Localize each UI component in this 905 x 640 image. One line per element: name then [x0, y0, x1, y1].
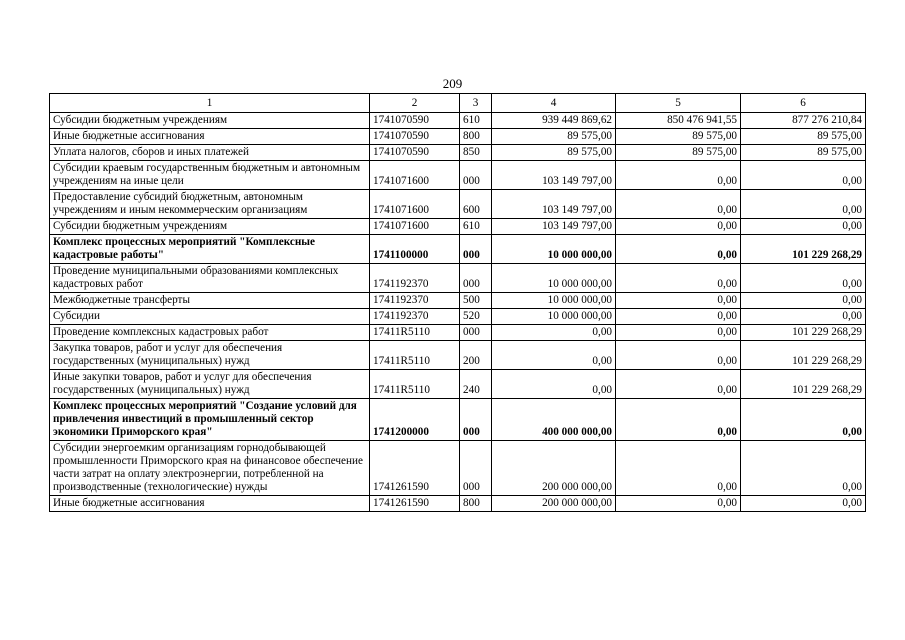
- table-row: [50, 235, 866, 264]
- row-value-6: 877 276 210,84: [741, 113, 866, 129]
- table-row: [50, 190, 866, 219]
- row-value-6: 101 229 268,29: [741, 235, 866, 264]
- column-header-3: 3: [460, 94, 492, 113]
- table-row: [50, 293, 866, 309]
- row-type: 240: [460, 370, 492, 399]
- table-row: [50, 441, 866, 496]
- row-value-5: 0,00: [616, 264, 741, 293]
- table-row: [50, 113, 866, 129]
- row-name: Комплекс процессных мероприятий "Комплексные кадастровые работы": [50, 235, 370, 264]
- row-type: 600: [460, 190, 492, 219]
- row-value-5: 89 575,00: [616, 129, 741, 145]
- row-code: 1741261590: [370, 441, 460, 496]
- row-name: Закупка товаров, работ и услуг для обеспечения государственных (муниципальных) нужд: [50, 341, 370, 370]
- row-value-6: 0,00: [741, 309, 866, 325]
- row-type: 500: [460, 293, 492, 309]
- row-value-4: 0,00: [492, 325, 616, 341]
- row-code: 17411R5110: [370, 370, 460, 399]
- row-value-6: 0,00: [741, 496, 866, 512]
- row-value-4: 89 575,00: [492, 129, 616, 145]
- row-value-6: 0,00: [741, 161, 866, 190]
- row-value-6: 0,00: [741, 264, 866, 293]
- row-code: 1741071600: [370, 190, 460, 219]
- header-row: [50, 94, 866, 113]
- row-type: 200: [460, 341, 492, 370]
- row-value-5: 0,00: [616, 219, 741, 235]
- row-name: Иные бюджетные ассигнования: [50, 129, 370, 145]
- row-value-5: 850 476 941,55: [616, 113, 741, 129]
- row-value-5: 0,00: [616, 370, 741, 399]
- row-value-5: 0,00: [616, 161, 741, 190]
- row-code: 17411R5110: [370, 325, 460, 341]
- table-row: [50, 370, 866, 399]
- row-name: Уплата налогов, сборов и иных платежей: [50, 145, 370, 161]
- row-value-4: 10 000 000,00: [492, 293, 616, 309]
- row-code: 1741192370: [370, 264, 460, 293]
- row-value-5: 0,00: [616, 235, 741, 264]
- row-value-4: 103 149 797,00: [492, 190, 616, 219]
- row-name: Субсидии: [50, 309, 370, 325]
- row-type: 000: [460, 441, 492, 496]
- row-name: Субсидии краевым государственным бюджетным и автономным учреждениям на иные цели: [50, 161, 370, 190]
- row-value-4: 103 149 797,00: [492, 219, 616, 235]
- row-type: 000: [460, 235, 492, 264]
- row-type: 610: [460, 113, 492, 129]
- row-value-6: 101 229 268,29: [741, 341, 866, 370]
- table-row: [50, 219, 866, 235]
- column-header-1: 1: [50, 94, 370, 113]
- row-name: Комплекс процессных мероприятий "Создание условий для привлечения инвестиций в промышленный сектор экономики Приморского края": [50, 399, 370, 441]
- row-name: Субсидии бюджетным учреждениям: [50, 113, 370, 129]
- row-value-4: 400 000 000,00: [492, 399, 616, 441]
- table-row: [50, 264, 866, 293]
- table-row: [50, 496, 866, 512]
- row-value-5: 0,00: [616, 341, 741, 370]
- budget-table: [49, 93, 866, 512]
- row-value-4: 89 575,00: [492, 145, 616, 161]
- row-value-6: 0,00: [741, 190, 866, 219]
- row-code: 17411R5110: [370, 341, 460, 370]
- row-type: 800: [460, 496, 492, 512]
- row-value-4: 200 000 000,00: [492, 496, 616, 512]
- row-code: 1741070590: [370, 113, 460, 129]
- row-value-5: 89 575,00: [616, 145, 741, 161]
- row-value-4: 10 000 000,00: [492, 235, 616, 264]
- row-value-5: 0,00: [616, 496, 741, 512]
- row-type: 610: [460, 219, 492, 235]
- row-type: 000: [460, 264, 492, 293]
- table-row: [50, 325, 866, 341]
- row-value-5: 0,00: [616, 399, 741, 441]
- table-row: [50, 341, 866, 370]
- row-code: 1741261590: [370, 496, 460, 512]
- row-code: 1741070590: [370, 129, 460, 145]
- table-row: [50, 145, 866, 161]
- row-value-5: 0,00: [616, 325, 741, 341]
- row-value-4: 0,00: [492, 370, 616, 399]
- row-value-6: 101 229 268,29: [741, 325, 866, 341]
- row-value-6: 89 575,00: [741, 145, 866, 161]
- row-name: Субсидии бюджетным учреждениям: [50, 219, 370, 235]
- row-code: 1741192370: [370, 293, 460, 309]
- row-value-4: 10 000 000,00: [492, 264, 616, 293]
- row-value-6: 101 229 268,29: [741, 370, 866, 399]
- column-header-6: 6: [741, 94, 866, 113]
- row-code: 1741200000: [370, 399, 460, 441]
- row-name: Проведение муниципальными образованиями комплексных кадастровых работ: [50, 264, 370, 293]
- row-value-5: 0,00: [616, 190, 741, 219]
- row-value-6: 89 575,00: [741, 129, 866, 145]
- row-code: 1741071600: [370, 219, 460, 235]
- row-value-4: 939 449 869,62: [492, 113, 616, 129]
- row-type: 000: [460, 325, 492, 341]
- row-type: 850: [460, 145, 492, 161]
- row-value-4: 103 149 797,00: [492, 161, 616, 190]
- column-header-5: 5: [616, 94, 741, 113]
- row-type: 000: [460, 399, 492, 441]
- row-name: Предоставление субсидий бюджетным, автономным учреждениям и иным некоммерческим организациям: [50, 190, 370, 219]
- row-value-6: 0,00: [741, 399, 866, 441]
- table-row: [50, 309, 866, 325]
- row-type: 800: [460, 129, 492, 145]
- row-code: 1741100000: [370, 235, 460, 264]
- row-value-5: 0,00: [616, 309, 741, 325]
- row-value-4: 200 000 000,00: [492, 441, 616, 496]
- row-code: 1741192370: [370, 309, 460, 325]
- row-name: Иные закупки товаров, работ и услуг для обеспечения государственных (муниципальных) нужд: [50, 370, 370, 399]
- column-header-4: 4: [492, 94, 616, 113]
- column-header-2: 2: [370, 94, 460, 113]
- row-value-5: 0,00: [616, 293, 741, 309]
- row-value-5: 0,00: [616, 441, 741, 496]
- table-row: [50, 399, 866, 441]
- row-name: Субсидии энергоемким организациям горнодобывающей промышленности Приморского края на финансовое обеспечение части затрат на оплату электроэнергии, потребленной на производственные (технологические) нужды: [50, 441, 370, 496]
- row-value-6: 0,00: [741, 441, 866, 496]
- row-name: Межбюджетные трансферты: [50, 293, 370, 309]
- row-name: Проведение комплексных кадастровых работ: [50, 325, 370, 341]
- row-value-6: 0,00: [741, 219, 866, 235]
- row-code: 1741071600: [370, 161, 460, 190]
- row-value-4: 0,00: [492, 341, 616, 370]
- table-row: [50, 161, 866, 190]
- row-code: 1741070590: [370, 145, 460, 161]
- row-type: 000: [460, 161, 492, 190]
- table-row: [50, 129, 866, 145]
- row-value-4: 10 000 000,00: [492, 309, 616, 325]
- row-value-6: 0,00: [741, 293, 866, 309]
- row-type: 520: [460, 309, 492, 325]
- page-number: 209: [442, 76, 463, 91]
- row-name: Иные бюджетные ассигнования: [50, 496, 370, 512]
